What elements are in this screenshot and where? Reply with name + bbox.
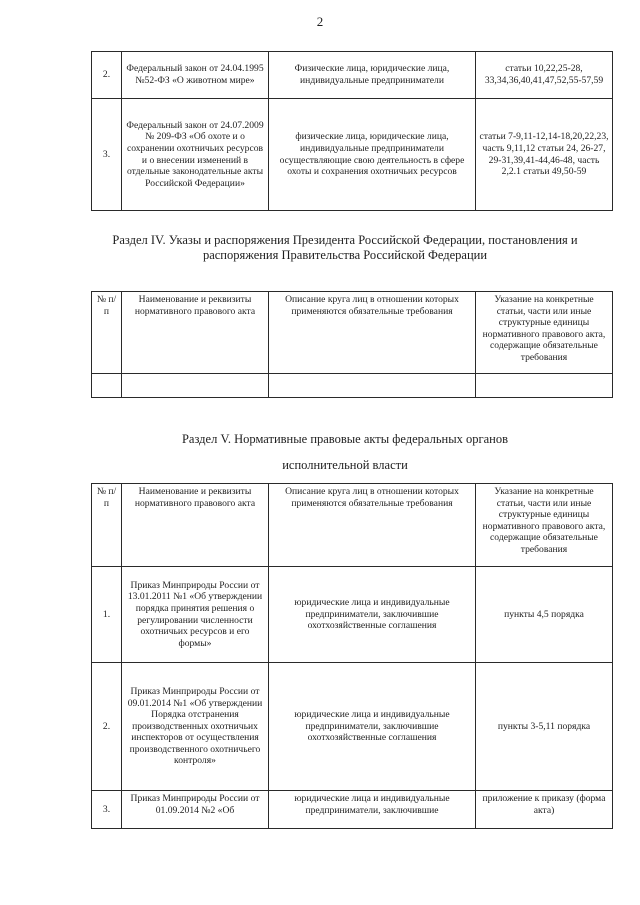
- persons-circle: юридические лица и индивидуальные предприниматели, заключившие охотхозяйственные соглашения: [269, 663, 476, 791]
- table-row: [92, 791, 613, 829]
- section-5-heading: Раздел V. Нормативные правовые акты федеральных органов: [181, 432, 509, 446]
- row-number: 1.: [92, 567, 122, 663]
- articles-ref: статьи 7-9,11-12,14-18,20,22,23, часть 9,11,12 статьи 24, 26-27, 29-31,39,41-44,46-48, часть 2,2.1 статьи 49,50-59: [476, 99, 613, 211]
- section-5-heading-line2: исполнительной власти: [282, 458, 408, 472]
- table-row-empty: [92, 374, 613, 398]
- articles-ref: пункты 4,5 порядка: [476, 567, 613, 663]
- table-section-4: [91, 291, 613, 398]
- table-row: [92, 567, 613, 663]
- header-circle: Описание круга лиц в отношении которых применяются обязательные требования: [269, 292, 476, 374]
- table-header-row: [92, 484, 613, 567]
- persons-circle: Физические лица, юридические лица, индивидуальные предприниматели: [269, 52, 476, 99]
- empty-cell: [92, 374, 122, 398]
- persons-circle: юридические лица и индивидуальные предприниматели, заключившие: [269, 791, 476, 829]
- row-number: 2.: [92, 663, 122, 791]
- header-number: № п/п: [92, 292, 122, 374]
- row-number: 3.: [92, 791, 122, 829]
- header-act: Наименование и реквизиты нормативного правового акта: [122, 484, 269, 567]
- row-number: 3.: [92, 99, 122, 211]
- table-row: [92, 99, 613, 211]
- table-header-row: [92, 292, 613, 374]
- persons-circle: юридические лица и индивидуальные предприниматели, заключившие охотхозяйственные соглашения: [269, 567, 476, 663]
- header-articles: Указание на конкретные статьи, части или иные структурные единицы нормативного правового акта, содержащие обязательные требования: [476, 292, 613, 374]
- header-circle: Описание круга лиц в отношении которых применяются обязательные требования: [269, 484, 476, 567]
- articles-ref: пункты 3-5,11 порядка: [476, 663, 613, 791]
- articles-ref: статьи 10,22,25-28, 33,34,36,40,41,47,52,55-57,59: [476, 52, 613, 99]
- page-number: 2: [316, 14, 324, 29]
- articles-ref: приложение к приказу (форма акта): [476, 791, 613, 829]
- empty-cell: [122, 374, 269, 398]
- act-name: Федеральный закон от 24.04.1995 №52-ФЗ «О животном мире»: [122, 52, 269, 99]
- header-number: № п/п: [92, 484, 122, 567]
- act-name: Приказ Минприроды России от 09.01.2014 №1 «Об утверждении Порядка отстранения производственных охотничьих инспекторов от осуществления производственного охотничьего контроля»: [122, 663, 269, 791]
- empty-cell: [269, 374, 476, 398]
- table-federal-laws: [91, 51, 613, 211]
- act-name: Приказ Минприроды России от 13.01.2011 №1 «Об утверждении порядка принятия решения о регулировании численности охотничьих ресурсов и его формы»: [122, 567, 269, 663]
- act-name: Приказ Минприроды России от 01.09.2014 №2 «Об: [122, 791, 269, 829]
- table-row: [92, 663, 613, 791]
- section-4-heading: Раздел IV. Указы и распоряжения Президента Российской Федерации, постановления и распоряжения Правительства Российской Федерации: [112, 233, 578, 262]
- row-number: 2.: [92, 52, 122, 99]
- table-row: [92, 52, 613, 99]
- persons-circle: физические лица, юридические лица, индивидуальные предприниматели осуществляющие свою деятельность в сфере охоты и сохранения охотничьих ресурсов: [269, 99, 476, 211]
- table-section-5: [91, 483, 613, 829]
- header-articles: Указание на конкретные статьи, части или иные структурные единицы нормативного правового акта, содержащие обязательные требования: [476, 484, 613, 567]
- header-act: Наименование и реквизиты нормативного правового акта: [122, 292, 269, 374]
- act-name: Федеральный закон от 24.07.2009 № 209-ФЗ «Об охоте и о сохранении охотничьих ресурсов и о внесении изменений в отдельные законодательные акты Российской Федерации»: [122, 99, 269, 211]
- empty-cell: [476, 374, 613, 398]
